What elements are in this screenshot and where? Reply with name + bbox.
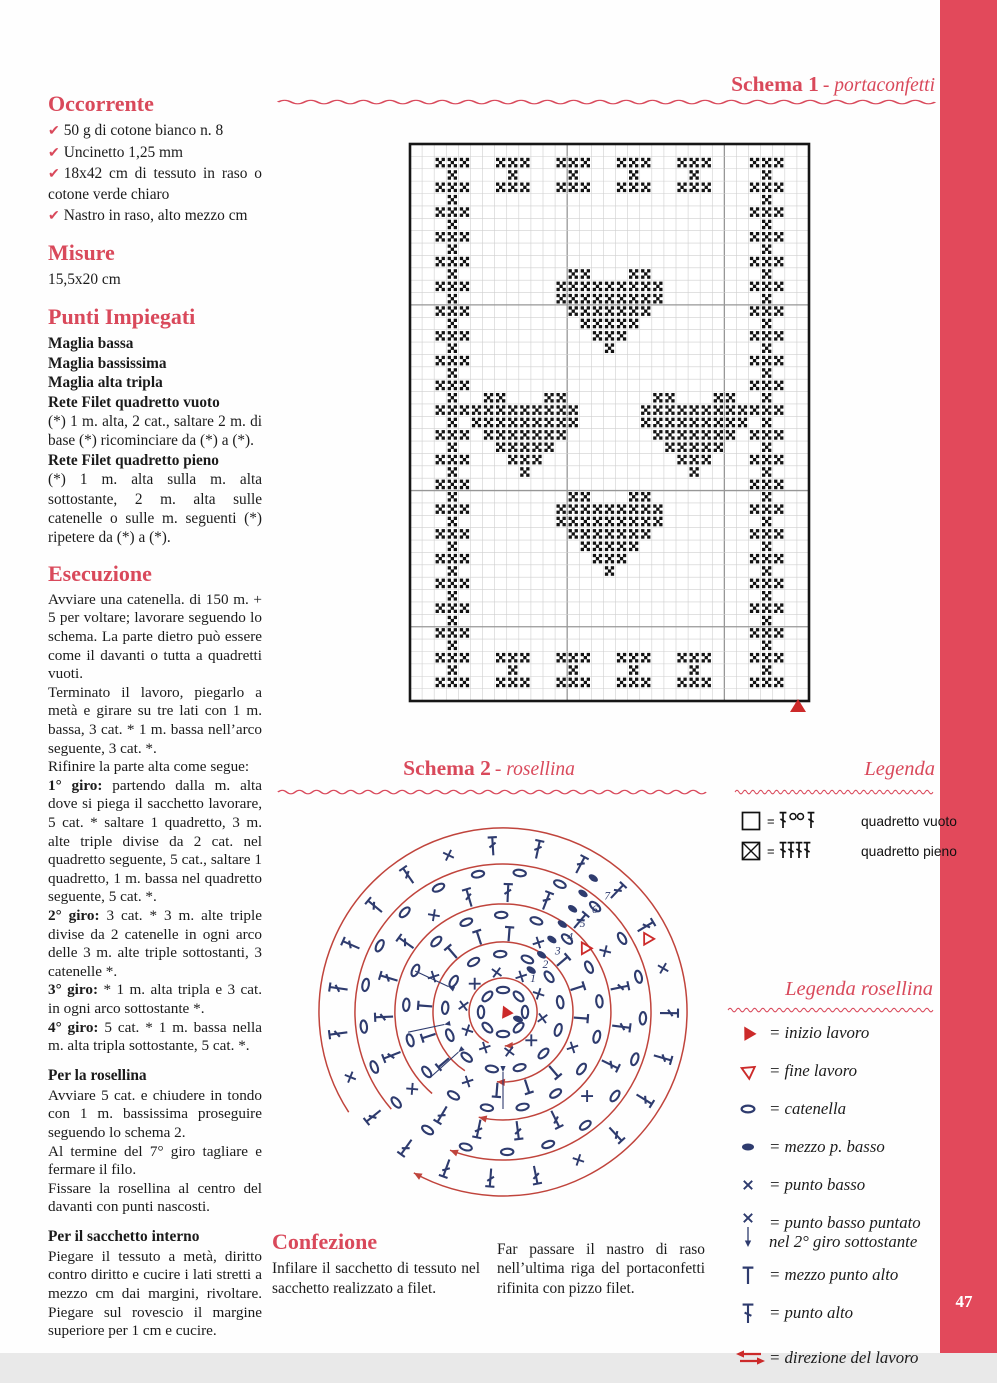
quadretto-vuoto-icon [741,809,853,833]
legend-rosellina-item [733,1134,948,1165]
section-sacchetto [48,1228,262,1341]
schema2-title: Schema 2 [403,756,491,780]
misure-text: 15,5x20 cm [48,271,121,289]
occorrente-item: ✔ Uncinetto 1,25 mm [48,143,183,161]
check-icon: ✔ [48,166,60,182]
section-occorrente [48,92,262,227]
legend-rosellina-label: = punto basso puntato nel 2° giro sottostante [769,1213,921,1251]
esecuzione-paragraph: Avviare una catenella. di 150 m. + 5 per voltare; lavorare seguendo lo schema. La parte dietro può essere come il davanti o tutta a quadretti vuoti. [48,590,262,683]
svg-text:5: 5 [579,917,586,930]
legend-item [741,806,957,836]
legend-rosellina-label: = mezzo punto alto [769,1265,899,1284]
rosellina-paragraph: Al termine del 7° giro tagliare e fermare il filo. [48,1142,262,1179]
schema2-subtitle: - rosellina [494,759,575,780]
legend-rosellina-item [733,1172,948,1203]
legend-item [741,836,957,866]
occorrente-items [48,121,262,227]
legend-item-label: quadretto pieno [861,843,957,859]
legenda-items [741,806,957,866]
catenella-icon [733,1096,765,1122]
esecuzione-paragraph: 1° giro: partendo dalla m. alta dove si piega il sacchetto lavorare, 5 cat. * saltare 1 quadretto, 3 m. alte triple divise da 2 cat. nel quadretto seguente, 5 cat., saltare 1 quadretto, 1 m. bassa nel quadretto seguente, 5 cat. *. [48,776,262,906]
rosellina-paragraph: Avviare 5 cat. e chiudere in tondo con 1 m. bassissima proseguire seguendo lo schema 2. [48,1086,262,1141]
sacchetto-title: Per il sacchetto interno [48,1227,200,1245]
legend-rosellina-label: = fine lavoro [769,1061,858,1080]
section-rosellina-testo [48,1067,262,1217]
schema1-subtitle: - portaconfetti [822,75,935,96]
legenda-rosellina-title: Legenda rosellina [785,978,933,1000]
legend-rosellina-item [733,1262,948,1293]
schema2-header [270,756,708,781]
legend-item-label: quadretto vuoto [861,813,957,829]
section-esecuzione [48,562,262,1056]
legend-rosellina-label: = punto alto [769,1303,854,1322]
punti-line: (*) 1 m. alta sulla m. alta sottostante, 2 m. alta sulle catenelle o sulle m. seguenti (*) ripetere da (*) a (*). [48,471,262,547]
esecuzione-paragraph: 4° giro: 5 cat. * 1 m. bassa nella m. alta tripla sottostante, 5 cat. *. [48,1018,262,1055]
section-confezione-col2 [497,1240,705,1298]
confezione-col1: Infilare il sacchetto di tessuto nel sacchetto realizzato a filet. [272,1260,480,1297]
occorrente-item: ✔ 18x42 cm di tessuto in raso o cotone verde chiaro [48,164,262,204]
schema2-rosellina-diagram [270,796,735,1241]
esecuzione-paragraph: Terminato il lavoro, piegarlo a metà e girare su tre lati con 1 m. bassa, 3 cat. * 1 m. bassa nell’arco seguente, 3 cat. *. [48,683,262,757]
svg-text:4: 4 [567,931,573,944]
schema1-header [270,72,935,97]
punti-line: Rete Filet quadretto vuoto [48,393,220,411]
punto-basso-icon [733,1172,765,1198]
mezzo-punto-alto-icon [733,1262,765,1288]
legenda-rosellina-header [725,978,933,1001]
svg-text:3: 3 [554,945,561,958]
punti-line: Maglia alta tripla [48,374,163,392]
svg-text:2: 2 [542,959,549,972]
svg-text:1: 1 [530,972,536,985]
punti-line: Maglia bassissima [48,354,167,372]
left-column [48,92,262,1341]
rosellina-paragraphs [48,1087,262,1217]
inizio-lavoro-icon [733,1020,765,1046]
start-of-work-triangle-icon [790,699,806,712]
punti-lines [48,334,262,547]
mezzo-p-basso-icon [733,1134,765,1160]
punti-line: Rete Filet quadretto pieno [48,451,219,469]
sacchetto-paragraphs [48,1248,262,1341]
legend-rosellina-label: = mezzo p. basso [769,1137,885,1156]
punto-alto-icon [733,1300,765,1326]
section-confezione [272,1230,480,1298]
svg-text:=: = [767,843,775,859]
legend-rosellina-label: = punto basso [769,1175,866,1194]
punto-basso-puntato-icon [733,1210,765,1250]
filet-grid-svg [406,140,819,713]
rosellina-paragraph: Fissare la rosellina al centro del davanti con punti nascosti. [48,1179,262,1216]
legenda-rosellina-items [733,1020,948,1383]
check-icon: ✔ [48,124,60,140]
esecuzione-paragraphs [48,591,262,1056]
legend-rosellina-label: = catenella [769,1099,847,1118]
sacchetto-paragraph: Piegare il tessuto a metà, diritto contro diritto e cucire i lati stretti a mezzo cm dai margini, rivoltare. Piegare sul rovescio il margine superiore per 1 cm e cucire. [48,1247,262,1340]
legend-rosellina-item [733,1345,948,1376]
schema1-filet-grid [406,140,819,718]
esecuzione-title: Esecuzione [48,560,152,586]
punti-title: Punti Impiegati [48,304,196,330]
legenda-title: Legenda [864,758,935,780]
confezione-col2: Far passare il nastro di raso nell’ultima riga del portaconfetti rifinita con pizzo filet. [497,1241,705,1297]
punti-line: (*) 1 m. alta, 2 cat., saltare 2 m. di base (*) ricominciare da (*) a (*). [48,412,262,450]
svg-text:6: 6 [592,904,598,917]
fine-lavoro-icon [733,1058,765,1084]
rosellina-title: Per la rosellina [48,1066,147,1084]
quadretto-pieno-icon [741,839,853,863]
occorrente-item: ✔ 50 g di cotone bianco n. 8 [48,122,224,140]
wavy-underline [728,1006,933,1013]
wavy-underline [278,788,706,795]
section-punti [48,305,262,548]
svg-text:=: = [767,813,775,829]
legend-rosellina-label: = inizio lavoro [769,1023,870,1042]
esecuzione-paragraph: 3° giro: * 1 m. alta tripla e 3 cat. in ogni arco sottostante *. [48,981,262,1017]
page-number: 47 [955,1292,973,1311]
check-icon: ✔ [48,145,60,161]
esecuzione-paragraph: Rifinire la parte alta come segue: [48,758,250,776]
confezione-title: Confezione [272,1229,378,1254]
legend-rosellina-item [733,1096,948,1127]
occorrente-item: ✔ Nastro in raso, alto mezzo cm [48,206,248,224]
direzione-del-lavoro-icon [733,1345,765,1371]
rosellina-diagram-svg [270,796,735,1236]
misure-title: Misure [48,240,115,266]
schema1-title: Schema 1 [731,72,819,96]
legend-rosellina-item [733,1020,948,1051]
check-icon: ✔ [48,208,60,224]
legenda-header [730,758,935,781]
punti-line: Maglia bassa [48,335,134,353]
wavy-underline [735,788,933,795]
occorrente-title: Occorrente [48,91,154,116]
section-misure [48,241,262,290]
legend-rosellina-label: = direzione del lavoro [769,1348,919,1367]
wavy-underline [278,98,935,105]
svg-text:7: 7 [604,890,611,903]
red-sidebar [940,0,997,1353]
legend-rosellina-item [733,1210,948,1255]
legend-rosellina-item [733,1300,948,1331]
esecuzione-paragraph: 2° giro: 3 cat. * 3 m. alte triple divise da 2 catenelle in ogni arco delle 3 m. alte triple sottostanti, 3 catenelle *. [48,906,262,980]
legend-rosellina-item [733,1058,948,1089]
